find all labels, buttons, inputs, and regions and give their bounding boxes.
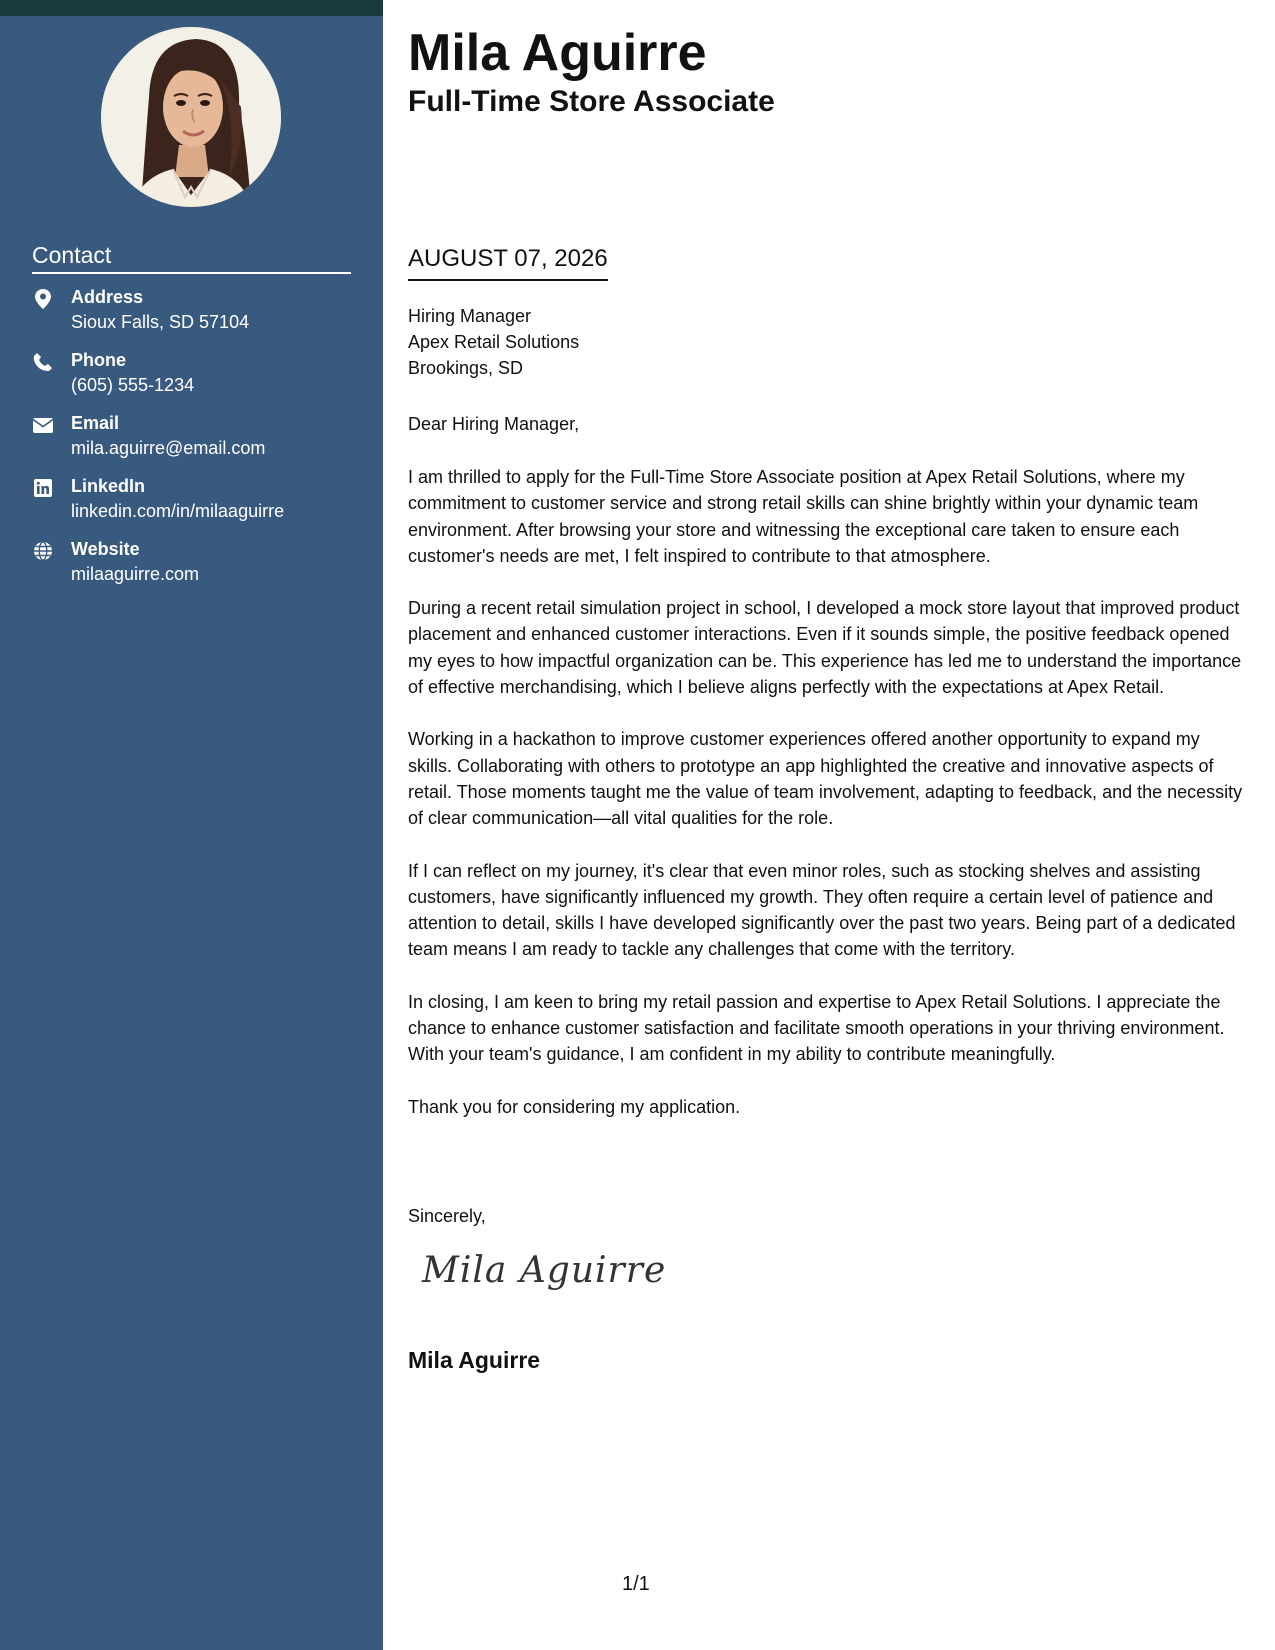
- contact-item-address: [32, 286, 362, 349]
- contact-label: Email: [71, 413, 120, 433]
- contact-label: LinkedIn: [71, 476, 146, 496]
- page-number: 1/1: [622, 1573, 650, 1595]
- sidebar-top-bar: [0, 0, 383, 16]
- contact-value[interactable]: milaaguirre.com: [71, 564, 200, 584]
- signature-text: Mila Aguirre: [422, 1250, 667, 1291]
- contact-item-linkedin: [32, 475, 362, 538]
- letter-date: AUGUST 07, 2026: [408, 244, 608, 281]
- recipient-line: Apex Retail Solutions: [408, 332, 580, 352]
- contact-label: Address: [71, 287, 144, 307]
- body-paragraph: Thank you for considering my application.: [408, 1096, 741, 1117]
- location-pin-icon: [32, 288, 54, 310]
- linkedin-icon: [32, 477, 54, 499]
- contact-label: Website: [71, 539, 140, 559]
- contact-value[interactable]: mila.aguirre@email.com: [71, 438, 266, 458]
- recipient-block: [408, 303, 579, 381]
- body-paragraph: During a recent retail simulation project in school, I developed a mock store layout that improved product placement and enhanced customer interactions. Even if it sounds simple, the positive feedback opened my eyes to how impactful organization can be. This experience has led me to understand the importance of effective merchandising, which I believe aligns perfectly with the expectations at Apex Retail.: [408, 598, 1242, 698]
- contact-value: (605) 555-1234: [71, 375, 195, 395]
- closing: Sincerely,: [408, 1206, 486, 1226]
- contact-item-website: [32, 538, 362, 601]
- contact-item-email: [32, 412, 362, 475]
- contact-heading: Contact: [32, 240, 351, 274]
- applicant-title: Full-Time Store Associate: [408, 85, 775, 118]
- body-paragraph: I am thrilled to apply for the Full-Time Store Associate position at Apex Retail Solutions, where my commitment to customer service and strong retail skills can shine brightly within your dynamic team environment. After browsing your store and witnessing the exceptional care taken to ensure each customer's needs are met, I felt inspired to contribute to that atmosphere.: [408, 467, 1199, 566]
- body-paragraph: In closing, I am keen to bring my retail passion and expertise to Apex Retail Solutions. I appreciate the chance to enhance customer satisfaction and facilitate smooth operations in your thriving environment. With your team's guidance, I am confident in my ability to contribute meaningfully.: [408, 991, 1225, 1065]
- avatar: [101, 27, 281, 207]
- portrait-photo: [101, 27, 281, 207]
- salutation: Dear Hiring Manager,: [408, 414, 580, 434]
- signature: [422, 1250, 666, 1291]
- contact-value: Sioux Falls, SD 57104: [71, 312, 250, 332]
- envelope-icon: [32, 414, 54, 436]
- phone-icon: [32, 351, 54, 373]
- globe-icon: [32, 540, 54, 562]
- contact-item-phone: [32, 349, 362, 412]
- contact-list: [32, 286, 362, 601]
- signer-name: Mila Aguirre: [408, 1347, 541, 1373]
- sidebar: [0, 0, 383, 1650]
- recipient-line: Brookings, SD: [408, 358, 524, 378]
- body-paragraph: Working in a hackathon to improve customer experiences offered another opportunity to expand my skills. Collaborating with others to prototype an app highlighted the creative and innovative aspects of retail. Those moments taught me the value of team involvement, adapting to feedback, and the necessity of clear communication—all vital qualities for the role.: [408, 729, 1243, 829]
- applicant-name: Mila Aguirre: [408, 24, 707, 82]
- letter-body: [408, 464, 1248, 1146]
- contact-value[interactable]: linkedin.com/in/milaaguirre: [71, 501, 285, 521]
- body-paragraph: If I can reflect on my journey, it's clear that even minor roles, such as stocking shelves and assisting customers, have significantly influenced my growth. They often require a certain level of patience and attention to detail, skills I have developed significantly over the past two years. Being part of a dedicated team means I am ready to tackle any challenges that come with the territory.: [408, 860, 1236, 960]
- recipient-line: Hiring Manager: [408, 306, 532, 326]
- contact-label: Phone: [71, 350, 127, 370]
